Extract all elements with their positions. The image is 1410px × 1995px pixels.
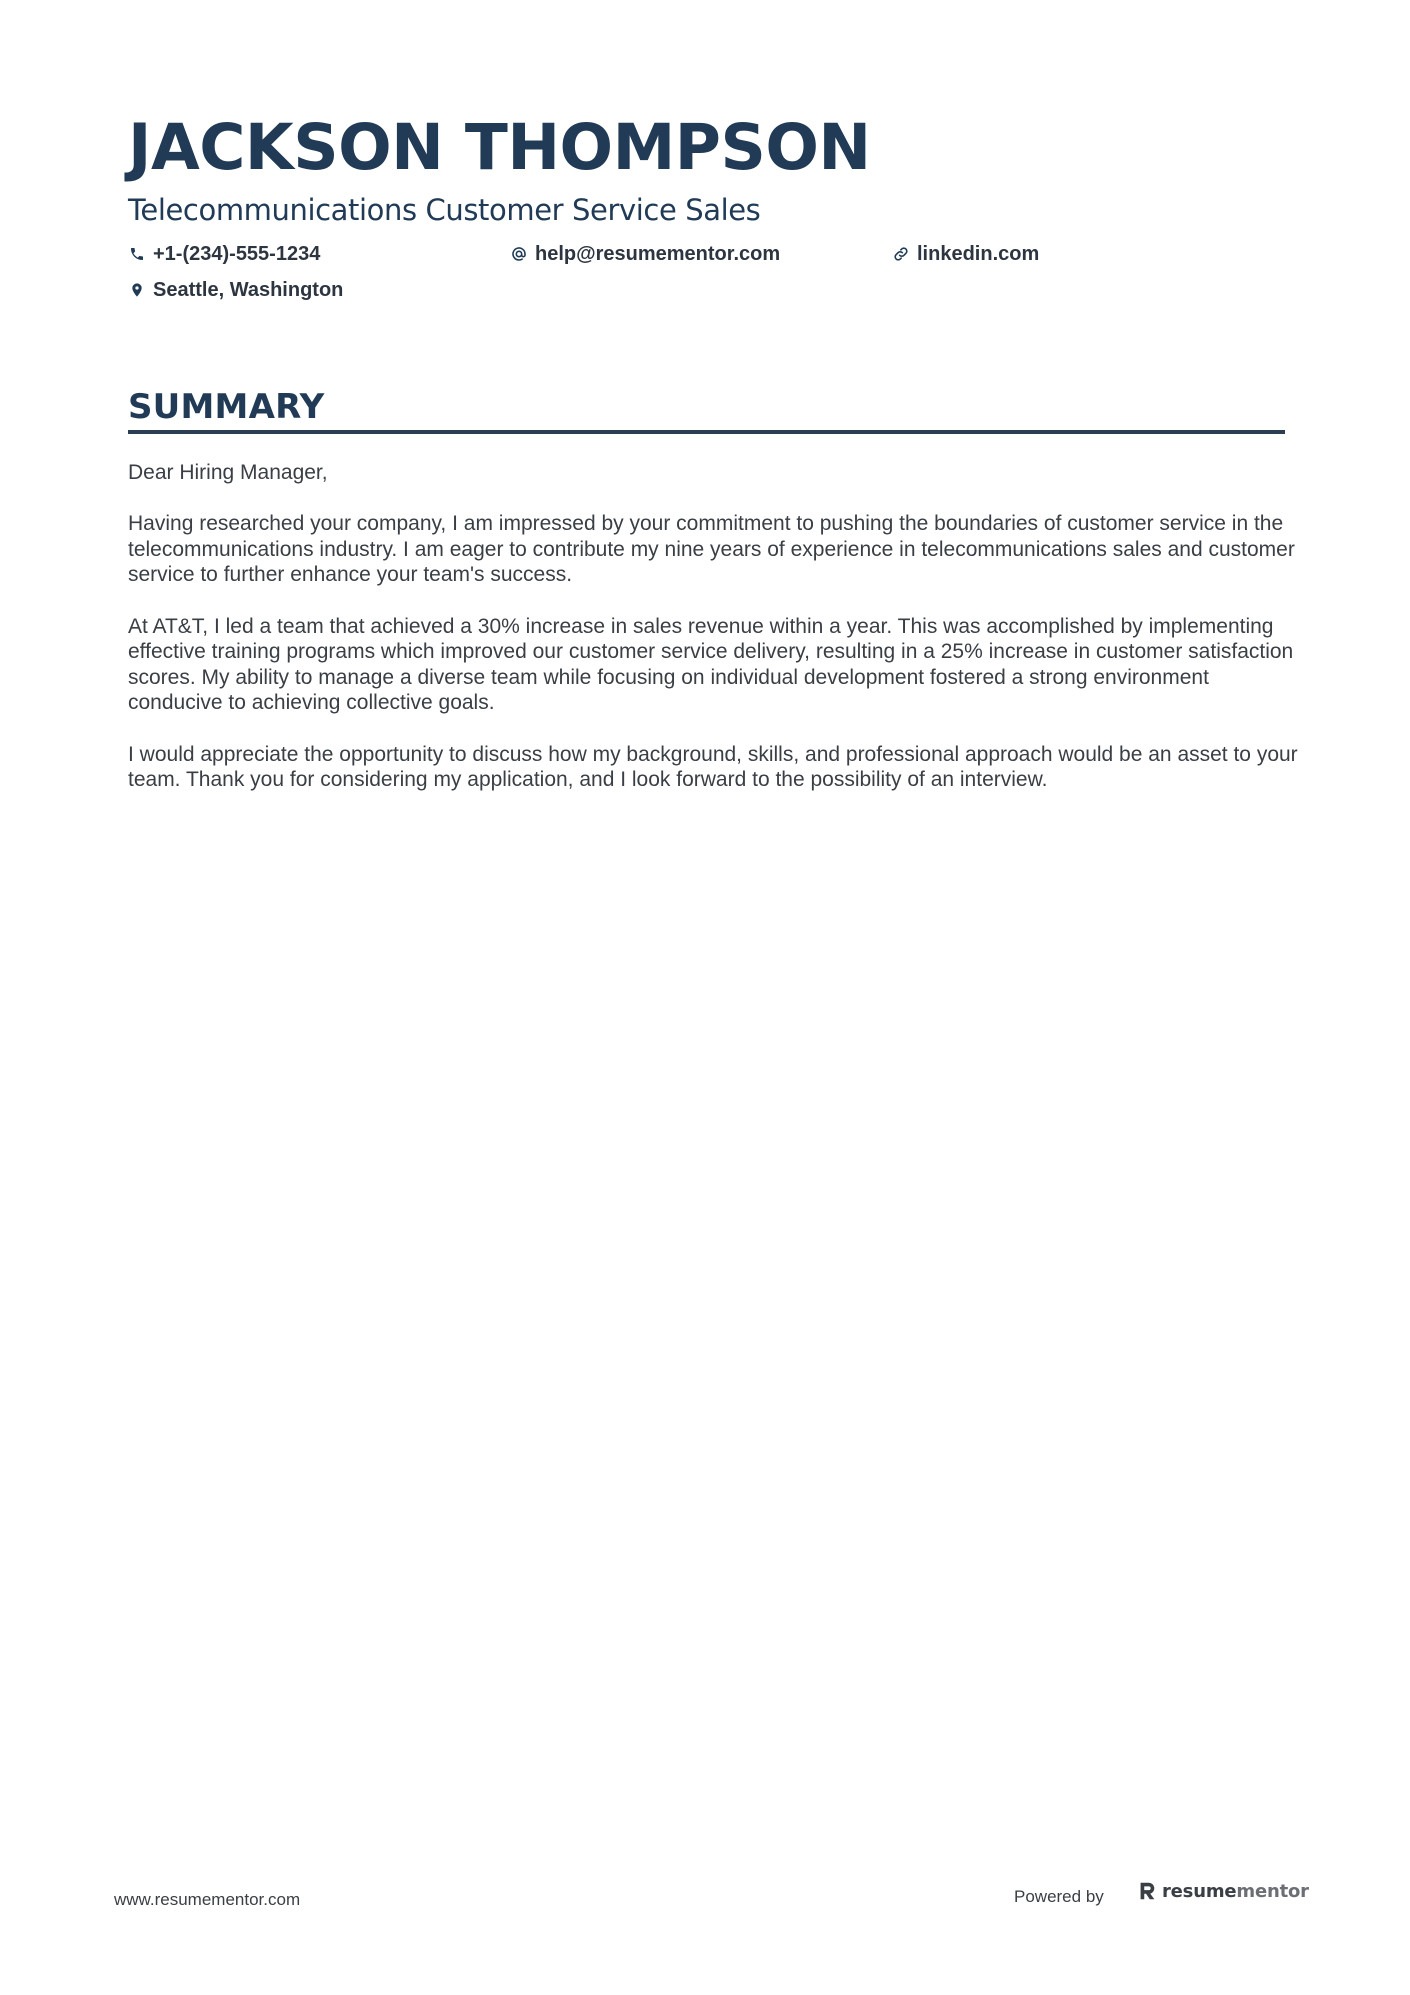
- link-icon: [892, 245, 910, 263]
- footer-website-link[interactable]: www.resumementor.com: [114, 1890, 301, 1909]
- location-pin-icon: [128, 281, 146, 299]
- powered-by-label: Powered by: [1014, 1887, 1104, 1906]
- phone-icon: [128, 245, 146, 263]
- contact-link[interactable]: [892, 240, 1039, 268]
- salutation: Dear Hiring Manager,: [128, 461, 328, 484]
- contact-phone: [128, 240, 320, 268]
- brand-wordmark-light: mentor: [1236, 1880, 1309, 1902]
- section-divider: [128, 430, 1285, 434]
- email-text: help@resumementor.com: [535, 243, 781, 265]
- summary-paragraph: Having researched your company, I am impressed by your commitment to pushing the boundaries of customer service in the telecommunications industry. I am eager to contribute my nine years of experience in telecommunications sales and customer service to further enhance your team's success.: [128, 512, 1295, 587]
- at-icon: [510, 245, 528, 263]
- brand-wordmark-bold: resume: [1162, 1880, 1237, 1902]
- summary-heading: SUMMARY: [128, 387, 325, 427]
- candidate-name: JACKSON THOMPSON: [128, 111, 871, 184]
- phone-text: +1-(234)-555-1234: [153, 243, 321, 265]
- job-title: Telecommunications Customer Service Sales: [128, 193, 761, 227]
- resumementor-logo-icon: [1136, 1880, 1158, 1902]
- contact-location: [128, 276, 343, 304]
- location-text: Seattle, Washington: [153, 279, 344, 301]
- contact-email[interactable]: [510, 240, 780, 268]
- brand-logo[interactable]: [1136, 1880, 1309, 1902]
- summary-paragraph: At AT&T, I led a team that achieved a 30% increase in sales revenue within a year. This was accomplished by implementing effective training programs which improved our customer service delivery, resulting in a 25% increase in customer satisfaction scores. My ability to manage a diverse team while focusing on individual development fostered a strong environment conducive to achieving collective goals.: [128, 614, 1294, 715]
- summary-paragraph: I would appreciate the opportunity to discuss how my background, skills, and professional approach would be an asset to your team. Thank you for considering my application, and I look forward to the possibility of an interview.: [128, 742, 1298, 792]
- summary-body: [128, 460, 1298, 818]
- brand-wordmark: [1162, 1881, 1309, 1902]
- link-text: linkedin.com: [917, 243, 1040, 265]
